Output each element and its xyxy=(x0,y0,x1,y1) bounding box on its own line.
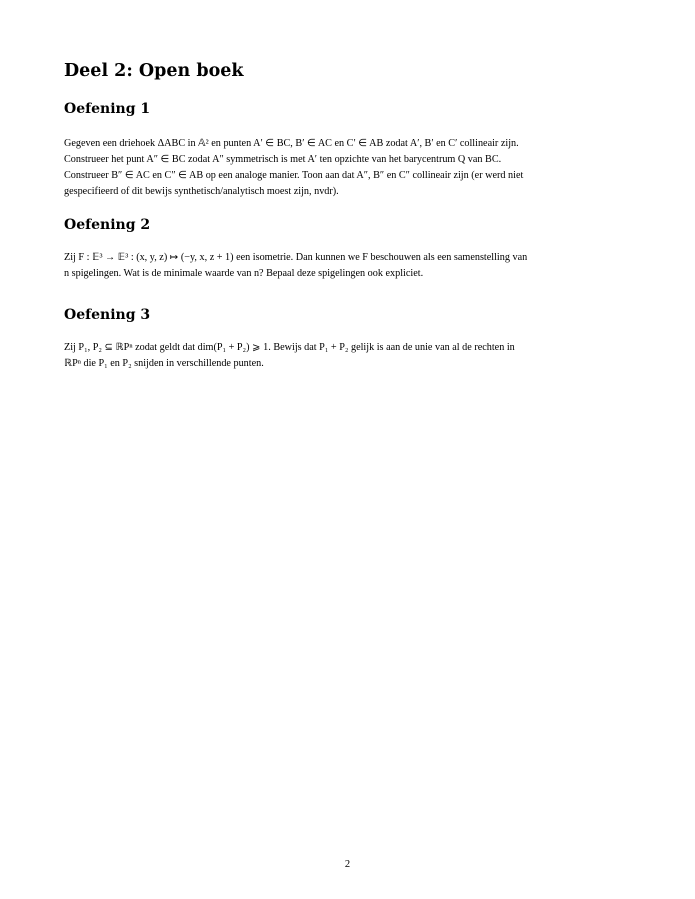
section-title: Deel 2: Open boek xyxy=(64,61,244,81)
exercise-2-title: Oefening 2 xyxy=(64,217,151,233)
exercise-1-text xyxy=(64,136,632,200)
exercise-3-line-2: ℝPⁿ die P₁ en P₂ snijden in verschillende punten. xyxy=(64,358,264,369)
exercise-3-line-1: Zij P₁, P₂ ⊆ ℝPⁿ zodat geldt dat dim(P₁ + P₂) ⩾ 1. Bewijs dat P₁ + P₂ gelijk is aan de unie van al de rechten in xyxy=(64,342,515,353)
exercise-1-line-2: Construeer het punt A″ ∈ BC zodat A″ symmetrisch is met A′ ten opzichte van het barycentrum Q van BC. xyxy=(64,154,502,165)
exercise-2-text xyxy=(64,250,632,282)
exercise-2-line-2: n spigelingen. Wat is de minimale waarde van n? Bepaal deze spigelingen ook expliciet. xyxy=(64,268,424,279)
exercise-3-text xyxy=(64,340,632,372)
exercise-3-title: Oefening 3 xyxy=(64,307,151,323)
page-number: 2 xyxy=(344,859,351,870)
exercise-1-line-4: gespecifieerd of dit bewijs synthetisch/analytisch moest zijn, nvdr). xyxy=(64,186,339,197)
exercise-1-line-3: Construeer B″ ∈ AC en C″ ∈ AB op een analoge manier. Toon aan dat A″, B″ en C″ collineair zijn (er werd niet xyxy=(64,170,524,181)
exercise-2-line-1: Zij F : 𝔼³ → 𝔼³ : (x, y, z) ↦ (−y, x, z + 1) een isometrie. Dan kunnen we F beschouwen als een samenstelling van xyxy=(64,252,528,263)
exercise-1-line-1: Gegeven een driehoek ΔABC in 𝔸² en punten A′ ∈ BC, B′ ∈ AC en C′ ∈ AB zodat A′, B′ en C′ collineair zijn. xyxy=(64,138,519,149)
exercise-1-title: Oefening 1 xyxy=(64,101,151,117)
